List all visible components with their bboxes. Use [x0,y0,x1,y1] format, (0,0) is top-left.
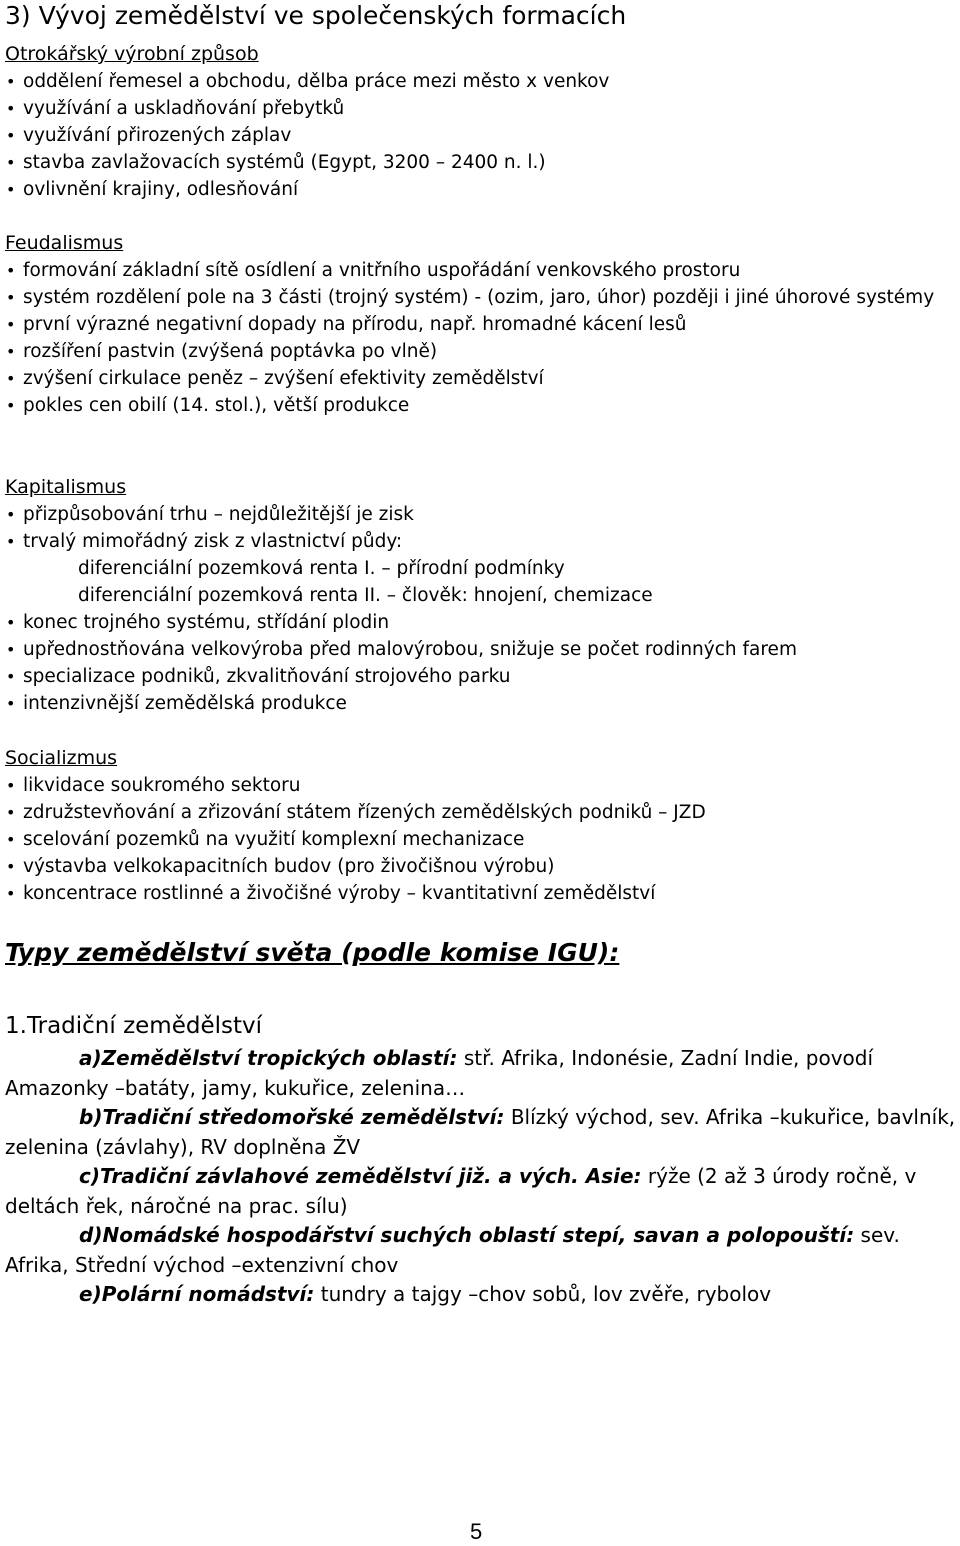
type-text: tundry a tajgy –chov sobů, lov zvěře, rybolov [314,1282,772,1306]
list-item: • ovlivnění krajiny, odlesňování [5,176,950,203]
list-item: • koncentrace rostlinné a živočišné výroby – kvantitativní zemědělství [5,880,950,907]
type-text: rýže (2 až 3 úrody ročně, v deltách řek, náročné na prac. sílu) [5,1164,917,1218]
list-item: • konec trojného systému, střídání plodin [5,609,950,636]
type-item [5,1221,960,1280]
list-item: • združstevňování a zřizování státem řízených zemědělských podniků – JZD [5,799,950,826]
type-lead: c)Tradiční závlahové zemědělství již. a vých. Asie: [79,1164,642,1188]
bullet-list-capitalism [5,501,950,555]
type-item [5,1103,960,1162]
igu-heading: Typy zemědělství světa (podle komise IGU): [5,938,620,967]
rent-line: diferenciální pozemková renta I. – přírodní podmínky [78,558,565,579]
list-item: • specializace podniků, zkvalitňování strojového parku [5,663,950,690]
list-item: • upřednostňována velkovýroba před malovýrobou, snižuje se počet rodinných farem [5,636,950,663]
list-item: • zvýšení cirkulace peněz – zvýšení efektivity zemědělství [5,365,950,392]
type-text: sev. Afrika, Střední východ –extenzivní chov [5,1223,900,1277]
list-item: • využívání a uskladňování přebytků [5,95,950,122]
list-item: • přizpůsobování trhu – nejdůležitější je zisk [5,501,950,528]
page-title: 3) Vývoj zemědělství ve společenských formacích [5,1,627,30]
type-lead: a)Zemědělství tropických oblastí: [79,1046,458,1070]
section-capitalism [5,474,950,717]
list-item: • scelování pozemků na využití komplexní mechanizace [5,826,950,853]
bullet-list-feudalism [5,257,950,419]
type-item [5,1280,960,1310]
list-item: • systém rozdělení pole na 3 části (trojný systém) - (ozim, jaro, úhor) později i jiné úhorové systémy [5,284,950,311]
type-lead: e)Polární nomádství: [79,1282,315,1306]
bullet-list-capitalism-more [5,609,950,717]
list-item: • trvalý mimořádný zisk z vlastnictví půdy: [5,528,950,555]
section-feudalism [5,230,950,419]
type-text: stř. Afrika, Indonésie, Zadní Indie, povodí Amazonky –batáty, jamy, kukuřice, zelenina… [5,1046,874,1100]
list-item: • výstavba velkokapacitních budov (pro živočišnou výrobu) [5,853,950,880]
list-item: • likvidace soukromého sektoru [5,772,950,799]
bullet-list-slavery [5,68,950,203]
traditional-heading: 1.Tradiční zemědělství [5,1013,262,1039]
list-item: • pokles cen obilí (14. stol.), větší produkce [5,392,950,419]
list-item: • oddělení řemesel a obchodu, dělba práce mezi město x venkov [5,68,950,95]
section-heading-capitalism: Kapitalismus [5,476,127,498]
section-heading-socialism: Socializmus [5,747,118,769]
list-item: • využívání přirozených záplav [5,122,950,149]
type-lead: d)Nomádské hospodářství suchých oblastí stepí, savan a polopouští: [79,1223,855,1247]
type-text: Blízký východ, sev. Afrika –kukuřice, bavlník, zelenina (závlahy), RV doplněna ŽV [5,1105,956,1159]
list-item: • první výrazné negativní dopady na přírodu, např. hromadné kácení lesů [5,311,950,338]
section-heading-feudalism: Feudalismus [5,232,124,254]
page-number: 5 [470,1519,483,1544]
list-item: • stavba zavlažovacích systémů (Egypt, 3200 – 2400 n. l.) [5,149,950,176]
rent-line: diferenciální pozemková renta II. – člověk: hnojení, chemizace [78,585,653,606]
section-heading-slavery: Otrokářský výrobní způsob [5,43,259,65]
type-lead: b)Tradiční středomořské zemědělství: [79,1105,505,1129]
section-slavery [5,41,950,203]
bullet-list-socialism [5,772,950,907]
section-socialism [5,745,950,907]
agriculture-types [5,1044,960,1310]
list-item: • formování základní sítě osídlení a vnitřního uspořádání venkovského prostoru [5,257,950,284]
list-item: • rozšíření pastvin (zvýšená poptávka po vlně) [5,338,950,365]
type-item [5,1162,960,1221]
list-item: • intenzivnější zemědělská produkce [5,690,950,717]
type-item [5,1044,960,1103]
